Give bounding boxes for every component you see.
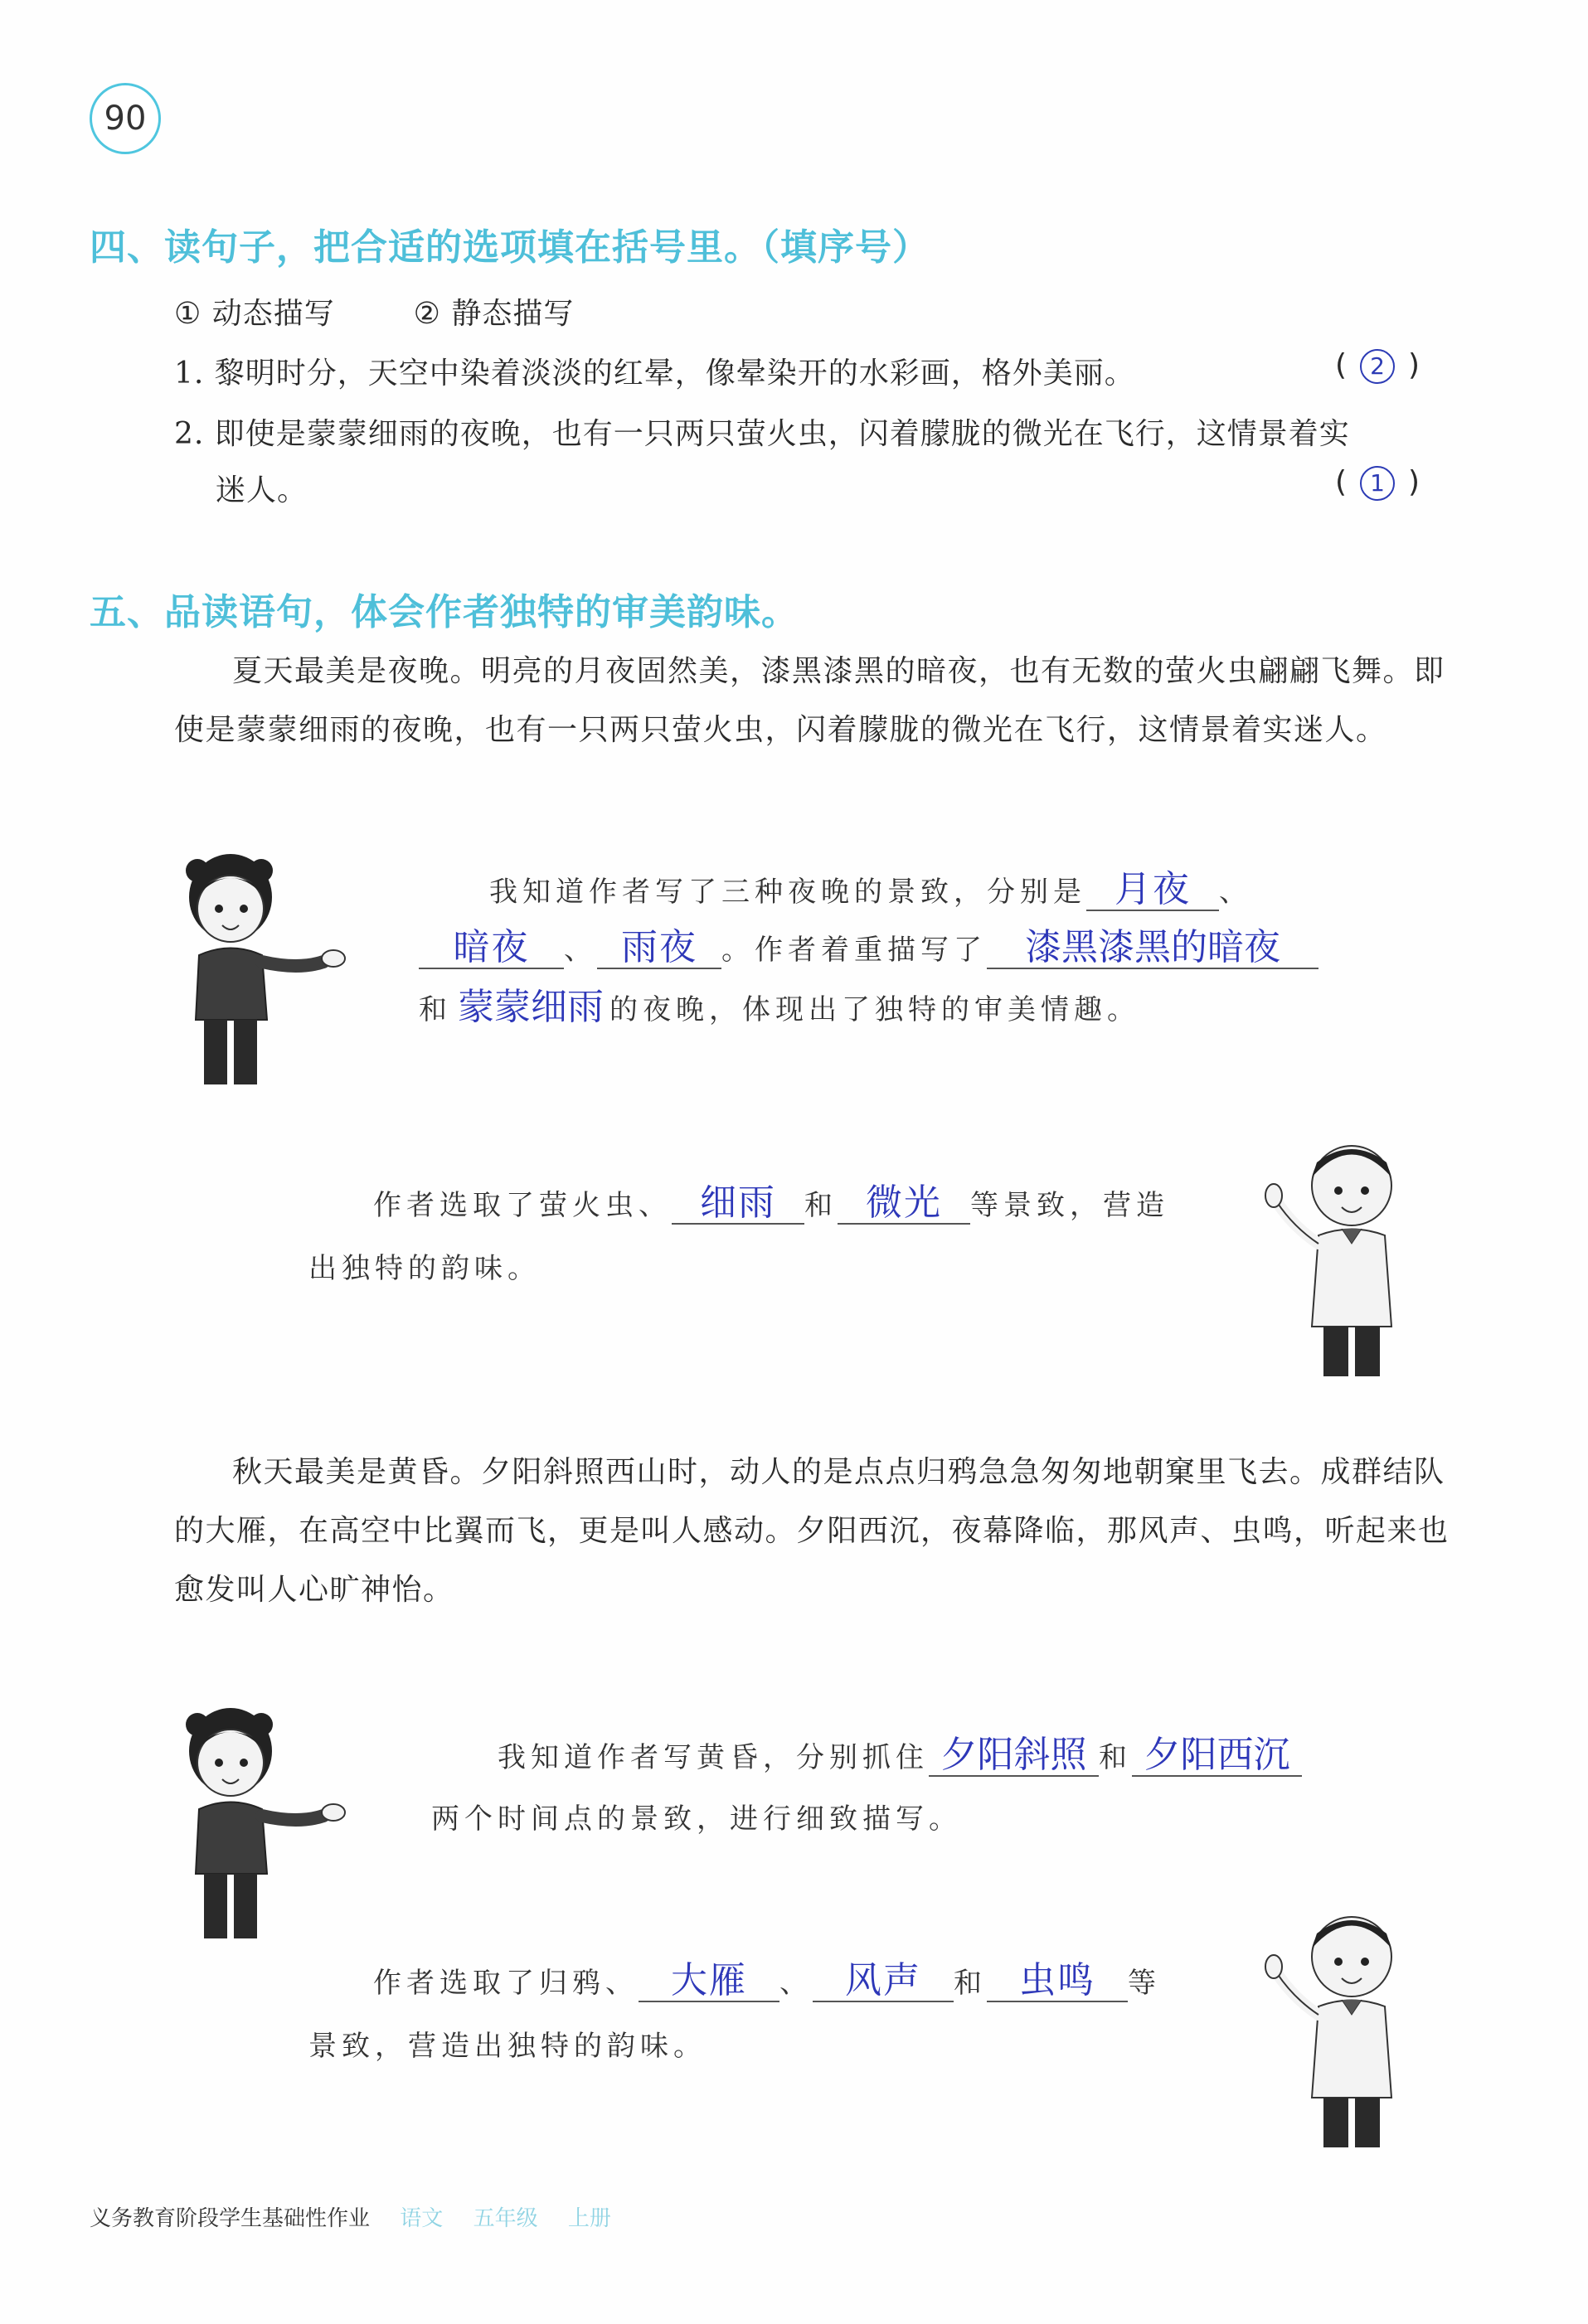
boy-speech-2: 作者选取了归鸦、 大雁 、 风声 和 虫鸣 等	[373, 1959, 1161, 2001]
fill-blank-rain-night: 雨夜	[597, 928, 721, 969]
option-dynamic: ① 动态描写	[174, 297, 335, 331]
girl-figure-1	[174, 846, 365, 1094]
section-5-title: 五、品读语句，体会作者独特的审美韵味。	[90, 591, 799, 633]
girl-speech-2-line-2: 两个时间点的景致，进行细致描写。	[431, 1802, 962, 1836]
fill-blank-wind: 风声	[813, 1961, 954, 2002]
girl-speech-1-line-3: 和 蒙蒙细雨 的夜晚，体现出了独特的审美情趣。	[419, 986, 1140, 1028]
question-2-line-2: 迷人。	[216, 473, 308, 507]
question-2-line-1: 2. 即使是蒙蒙细雨的夜晚，也有一只两只萤火虫，闪着朦胧的微光在飞行，这情景着实	[174, 417, 1350, 451]
footer	[90, 2201, 611, 2232]
fill-blank-dark-night: 暗夜	[419, 928, 564, 969]
boy-speech-1-line-2: 出独特的韵味。	[308, 1252, 541, 1285]
footer-book-title: 义务教育阶段学生基础性作业	[90, 2206, 371, 2231]
fill-blank-geese: 大雁	[639, 1961, 779, 2002]
answer-1: 2	[1360, 349, 1395, 384]
passage-autumn: 秋天最美是黄昏。夕阳斜照西山时，动人的是点点归鸦急急匆匆地朝窠里飞去。成群结队的大雁，在高空中比翼而飞，更是叫人感动。夕阳西沉，夜幕降临，那风声、虫鸣，听起来也愈发叫人心旷神怡。	[174, 1455, 1450, 1607]
girl-figure-2	[174, 1700, 365, 1948]
footer-volume: 上册	[567, 2206, 611, 2231]
fill-blank-insects: 虫鸣	[987, 1961, 1128, 2002]
answer-paren-1: ( 2 )	[1335, 348, 1420, 382]
footer-subject: 语文	[400, 2206, 444, 2231]
fill-blank-moon-night: 月夜	[1086, 870, 1219, 911]
boy-figure-2	[1244, 1907, 1426, 2156]
section-4-title: 四、读句子，把合适的选项填在括号里。（填序号）	[90, 226, 930, 269]
footer-grade: 五年级	[473, 2206, 538, 2231]
fill-blank-sunset-glow: 夕阳斜照	[929, 1735, 1099, 1777]
question-1: 1. 黎明时分，天空中染着淡淡的红晕，像晕染开的水彩画，格外美丽。	[174, 357, 1135, 391]
girl-speech-2: 我知道作者写黄昏，分别抓住 夕阳斜照 和 夕阳西沉	[498, 1735, 1302, 1777]
fill-blank-drizzle: 蒙蒙细雨	[458, 986, 604, 1028]
fill-blank-drizzle-2: 细雨	[672, 1183, 804, 1225]
fill-blank-glow: 微光	[838, 1183, 970, 1225]
fill-blank-sunset-sink: 夕阳西沉	[1132, 1735, 1302, 1777]
option-list	[174, 290, 574, 332]
girl-speech-1: 我知道作者写了三种夜晚的景致，分别是 月夜 、	[489, 868, 1252, 910]
fill-blank-focus: 漆黑漆黑的暗夜	[987, 928, 1318, 969]
page-number: 90	[90, 83, 161, 154]
boy-figure-1	[1244, 1136, 1426, 1385]
boy-speech-1: 作者选取了萤火虫、 细雨 和 微光 等景致，营造	[373, 1181, 1169, 1224]
answer-paren-2: ( 1 )	[1335, 465, 1420, 499]
option-static: ② 静态描写	[413, 297, 575, 331]
answer-2: 1	[1360, 466, 1395, 501]
passage-summer: 夏天最美是夜晚。明亮的月夜固然美，漆黑漆黑的暗夜，也有无数的萤火虫翩翩飞舞。即使是蒙蒙细雨的夜晚，也有一只两只萤火虫，闪着朦胧的微光在飞行，这情景着实迷人。	[174, 654, 1445, 747]
girl-speech-1-line-2: 暗夜 、 雨夜 。作者着重描写了 漆黑漆黑的暗夜	[419, 927, 1318, 969]
boy-speech-2-line-2: 景致，营造出独特的韵味。	[308, 2030, 707, 2063]
